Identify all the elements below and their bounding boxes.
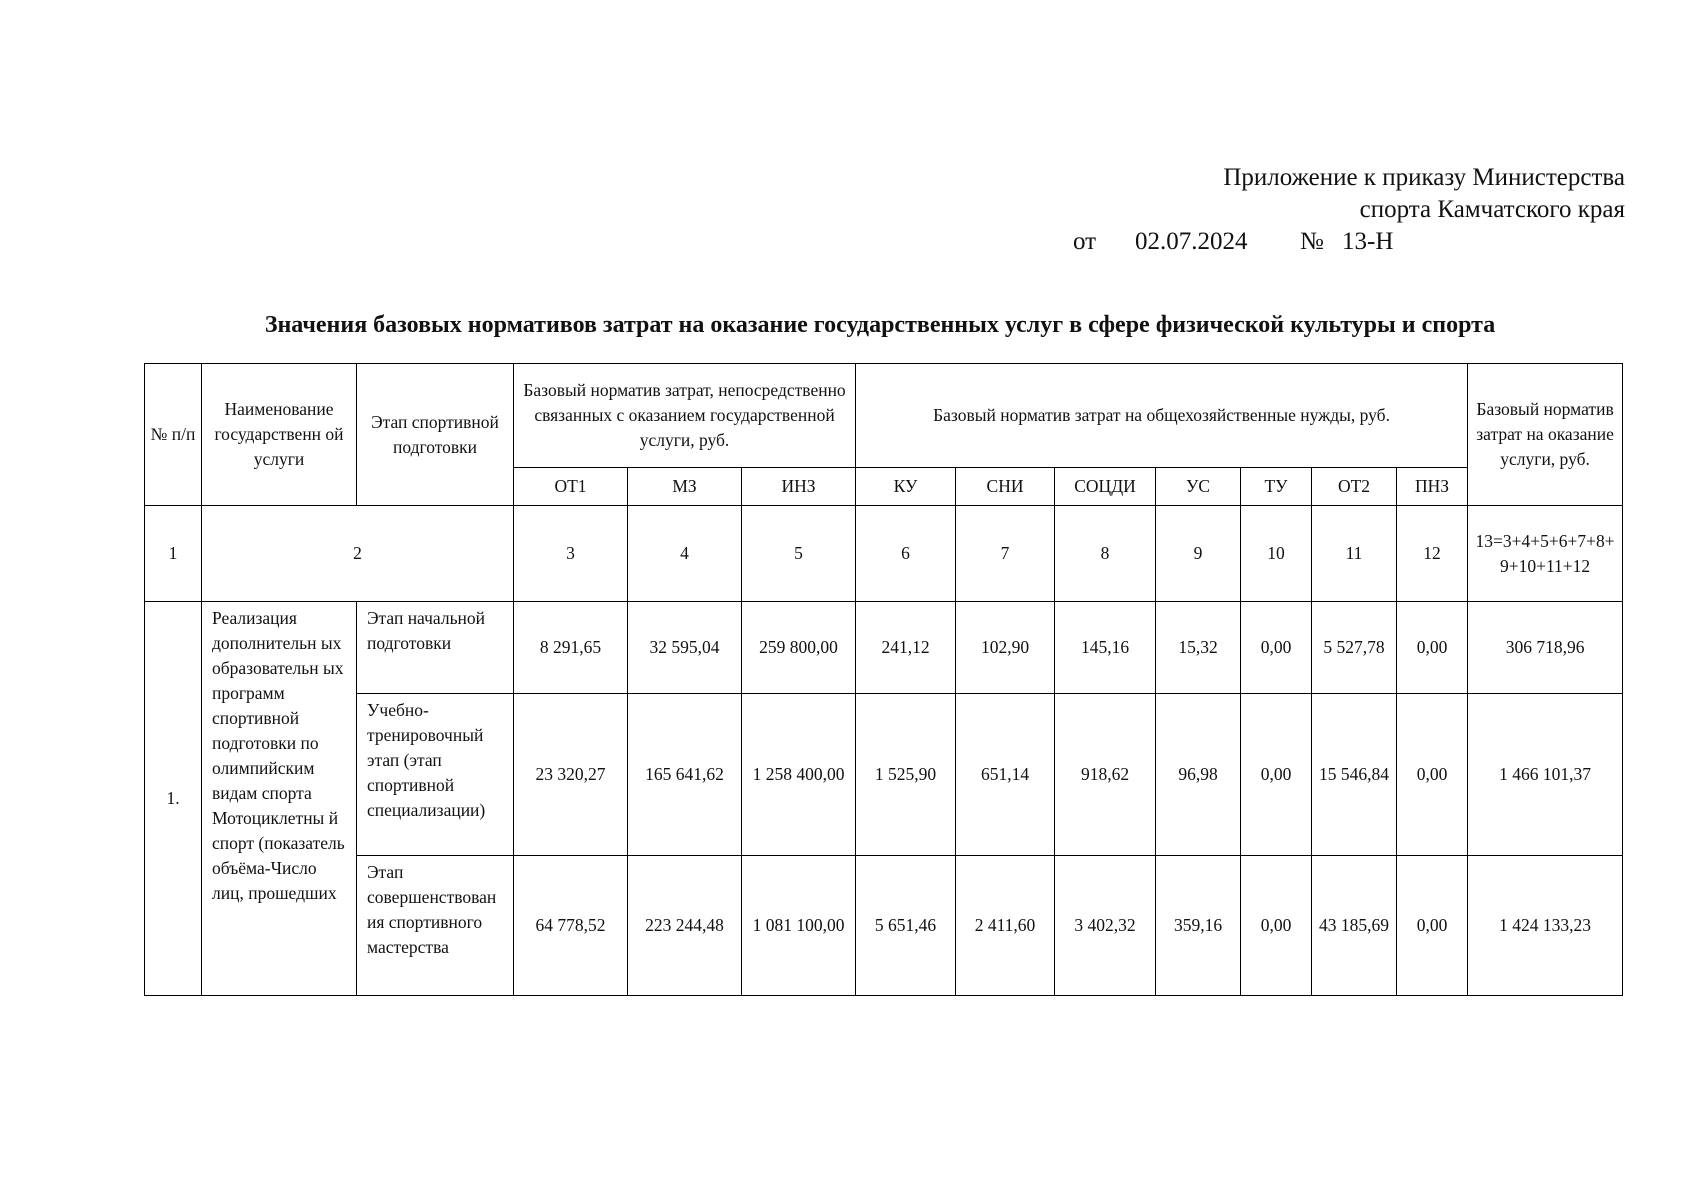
value-cell: 43 185,69 bbox=[1312, 856, 1397, 996]
order-date: 02.07.2024 bbox=[1135, 228, 1248, 255]
table-row bbox=[145, 694, 1623, 856]
numbering-cell: 8 bbox=[1055, 506, 1156, 602]
row-number: 1. bbox=[145, 602, 202, 996]
subheader-cell: КУ bbox=[856, 468, 956, 506]
value-cell: 0,00 bbox=[1397, 856, 1468, 996]
value-cell: 15,32 bbox=[1156, 602, 1241, 694]
value-cell: 1 081 100,00 bbox=[742, 856, 856, 996]
value-cell: 259 800,00 bbox=[742, 602, 856, 694]
value-cell: 359,16 bbox=[1156, 856, 1241, 996]
header-num: № п/п bbox=[145, 364, 202, 506]
value-cell: 23 320,27 bbox=[514, 694, 628, 856]
subheader-cell: ОТ2 bbox=[1312, 468, 1397, 506]
value-cell: 96,98 bbox=[1156, 694, 1241, 856]
subheader-cell: ТУ bbox=[1241, 468, 1312, 506]
value-cell: 241,12 bbox=[856, 602, 956, 694]
value-cell: 0,00 bbox=[1397, 694, 1468, 856]
header-direct-costs: Базовый норматив затрат, непосредственно связанных с оказанием государственной услуги, руб. bbox=[514, 364, 856, 468]
value-cell: 0,00 bbox=[1241, 856, 1312, 996]
value-cell: 2 411,60 bbox=[956, 856, 1055, 996]
appendix-header bbox=[1050, 162, 1625, 258]
appendix-line-1: Приложение к приказу Министерства bbox=[1223, 164, 1625, 191]
value-cell: 15 546,84 bbox=[1312, 694, 1397, 856]
subheader-cell: УС bbox=[1156, 468, 1241, 506]
document-title: Значения базовых нормативов затрат на оказание государственных услуг в сфере физической культуры и спорта bbox=[264, 312, 1496, 338]
numbering-cell: 10 bbox=[1241, 506, 1312, 602]
header-stage: Этап спортивной подготовки bbox=[357, 364, 514, 506]
numbering-cell: 2 bbox=[202, 506, 514, 602]
numbering-cell: 11 bbox=[1312, 506, 1397, 602]
numbering-cell: 12 bbox=[1397, 506, 1468, 602]
value-cell: 102,90 bbox=[956, 602, 1055, 694]
value-cell: 1 258 400,00 bbox=[742, 694, 856, 856]
service-name: Реализация дополнительн ых образовательн ых программ спортивной подготовки по олимпийским видам спорта Мотоциклетны й спорт (показатель объёма-Число лиц, прошедших bbox=[202, 602, 357, 996]
numbering-cell: 1 bbox=[145, 506, 202, 602]
subheader-cell: СОЦДИ bbox=[1055, 468, 1156, 506]
numbering-cell: 9 bbox=[1156, 506, 1241, 602]
stage-cell: Этап начальной подготовки bbox=[357, 602, 514, 694]
value-cell: 918,62 bbox=[1055, 694, 1156, 856]
value-cell: 0,00 bbox=[1241, 602, 1312, 694]
from-label: от bbox=[1073, 228, 1097, 255]
stage-cell: Этап совершенствования спортивного мастерства bbox=[357, 856, 514, 996]
value-cell: 64 778,52 bbox=[514, 856, 628, 996]
value-cell: 3 402,32 bbox=[1055, 856, 1156, 996]
value-cell: 165 641,62 bbox=[628, 694, 742, 856]
subheader-cell: МЗ bbox=[628, 468, 742, 506]
value-cell: 651,14 bbox=[956, 694, 1055, 856]
value-cell: 8 291,65 bbox=[514, 602, 628, 694]
numbering-cell: 13=3+4+5+6+7+8+9+10+11+12 bbox=[1468, 506, 1623, 602]
header-general-costs: Базовый норматив затрат на общехозяйственные нужды, руб. bbox=[856, 364, 1468, 468]
stage-cell: Учебно-тренировочный этап (этап спортивной специализации) bbox=[357, 694, 514, 856]
value-cell: 1 525,90 bbox=[856, 694, 956, 856]
subheader-cell: ИНЗ bbox=[742, 468, 856, 506]
total-cell: 306 718,96 bbox=[1468, 602, 1623, 694]
norms-table bbox=[144, 363, 1623, 996]
value-cell: 223 244,48 bbox=[628, 856, 742, 996]
value-cell: 5 527,78 bbox=[1312, 602, 1397, 694]
subheader-cell: ОТ1 bbox=[514, 468, 628, 506]
value-cell: 0,00 bbox=[1241, 694, 1312, 856]
total-cell: 1 466 101,37 bbox=[1468, 694, 1623, 856]
numbering-row bbox=[145, 506, 1623, 602]
numbering-cell: 5 bbox=[742, 506, 856, 602]
subheader-cell: ПНЗ bbox=[1397, 468, 1468, 506]
appendix-line-2: спорта Камчатского края bbox=[1359, 196, 1625, 223]
total-cell: 1 424 133,23 bbox=[1468, 856, 1623, 996]
table-row bbox=[145, 602, 1623, 694]
header-row bbox=[145, 364, 1623, 468]
numbering-cell: 3 bbox=[514, 506, 628, 602]
value-cell: 0,00 bbox=[1397, 602, 1468, 694]
table-row bbox=[145, 856, 1623, 996]
order-number: 13-Н bbox=[1342, 228, 1394, 255]
header-service: Наименование государственн ой услуги bbox=[202, 364, 357, 506]
header-total: Базовый норматив затрат на оказание услуги, руб. bbox=[1468, 364, 1623, 506]
subheader-cell: СНИ bbox=[956, 468, 1055, 506]
numbering-cell: 7 bbox=[956, 506, 1055, 602]
numbering-cell: 6 bbox=[856, 506, 956, 602]
value-cell: 5 651,46 bbox=[856, 856, 956, 996]
order-reference bbox=[1050, 226, 1625, 258]
numbering-cell: 4 bbox=[628, 506, 742, 602]
value-cell: 32 595,04 bbox=[628, 602, 742, 694]
value-cell: 145,16 bbox=[1055, 602, 1156, 694]
number-sign: № bbox=[1300, 228, 1324, 255]
